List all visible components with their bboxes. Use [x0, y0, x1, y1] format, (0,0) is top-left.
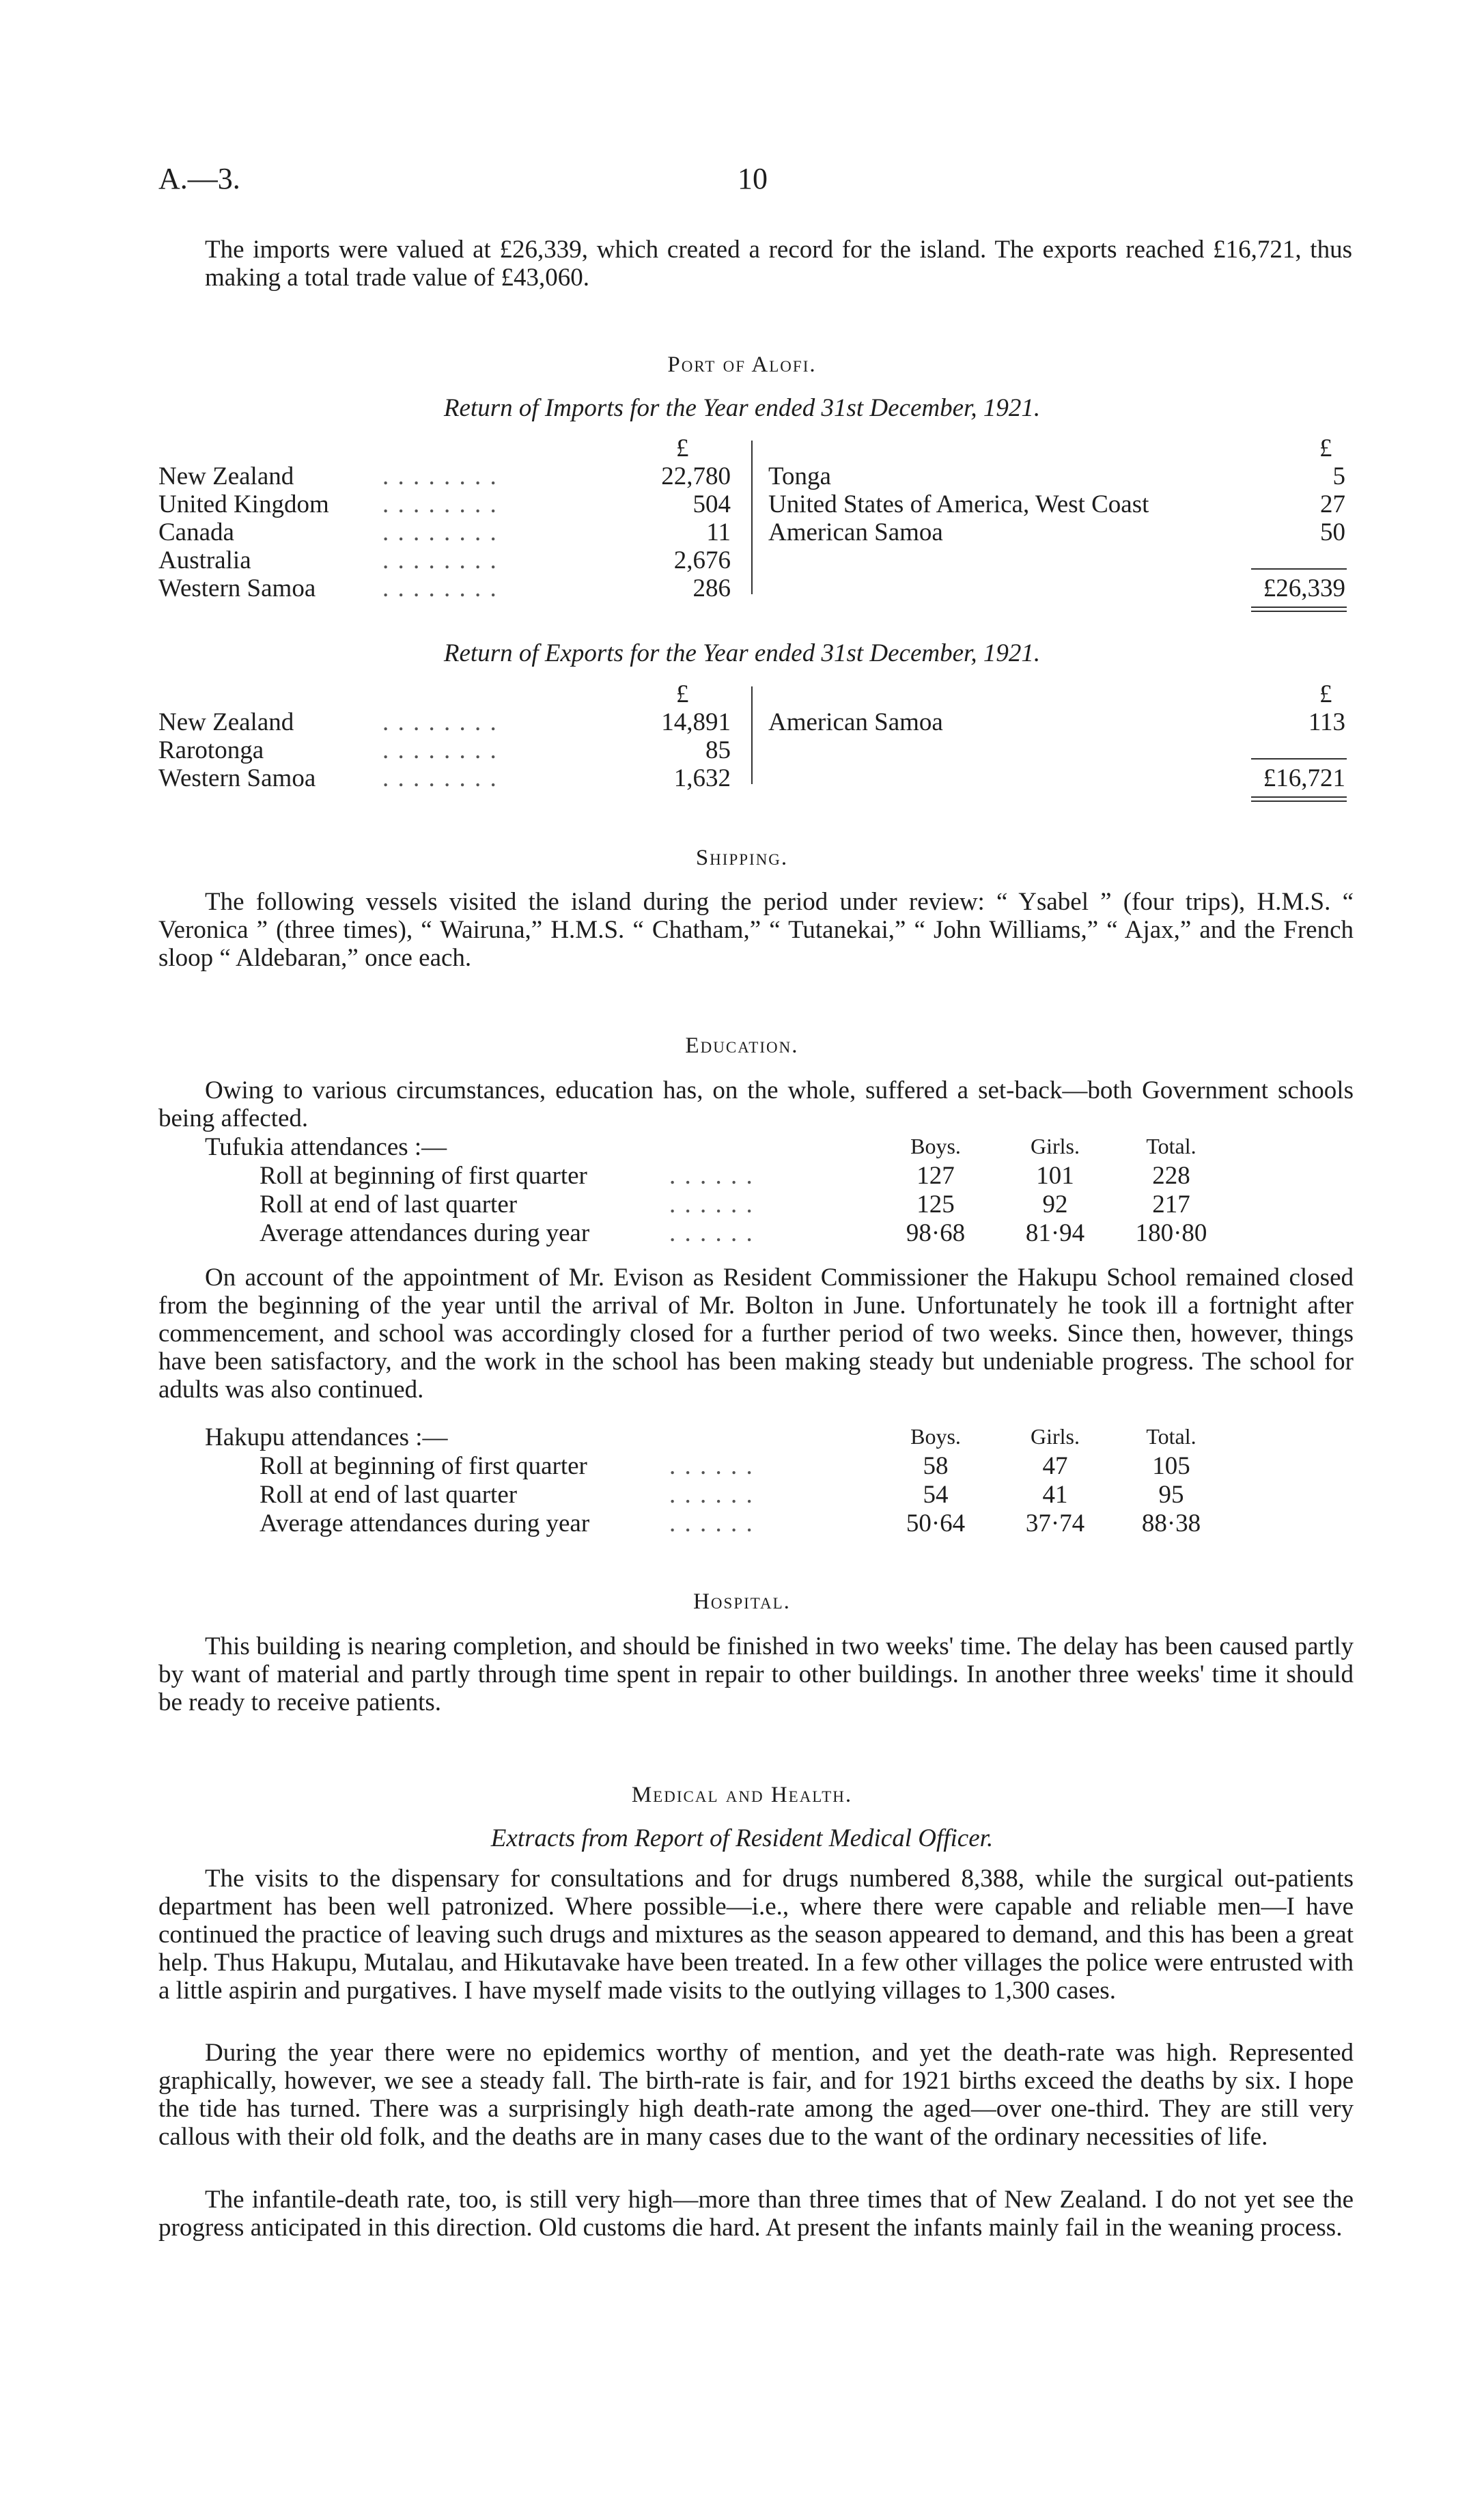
- column-header: Girls.: [1031, 1134, 1080, 1158]
- cell-total: 217: [1152, 1190, 1190, 1218]
- column-header: Boys.: [910, 1134, 961, 1158]
- port-heading: Port of Alofi.: [667, 352, 817, 377]
- currency-left: £: [676, 680, 689, 708]
- trade-value: 504: [692, 490, 731, 518]
- trade-total: £26,339: [1263, 574, 1345, 602]
- cell-girls: 37·74: [1025, 1509, 1085, 1537]
- table-label: Tufukia attendances :—: [205, 1133, 447, 1161]
- cell-total: 95: [1158, 1481, 1184, 1509]
- trade-country: New Zealand: [158, 708, 294, 736]
- trade-country: Canada: [158, 518, 234, 546]
- column-divider: [751, 686, 753, 784]
- education-heading: Education.: [685, 1033, 799, 1058]
- trade-value: 50: [1320, 518, 1345, 546]
- education-paragraph-2: On account of the appointment of Mr. Evison as Resident Commissioner the Hakupu School remained closed from the beginning of the year until the arrival of Mr. Bolton in June. Unfortunately he took ill a fortnight after commencement, and school was accordingly closed for a further period of two weeks. Since then, however, things have been satisfactory, and the work in the school has been making steady but undeniable progress. The school for adults was also continued.: [158, 1264, 1354, 1404]
- cell-boys: 58: [923, 1452, 949, 1480]
- shipping-paragraph: The following vessels visited the island during the period under review: “ Ysabel ” (four trips), H.M.S. “ Veronica ” (three times), “ Wairuna,” H.M.S. “ Chatham,” “ Tutanekai,” “ John Williams,” “ Ajax,” and the French sloop “ Aldebaran,” once each.: [158, 888, 1354, 972]
- currency-right: £: [1319, 680, 1332, 708]
- leader-dots: . . . . . . . .: [382, 462, 498, 490]
- row-label: Roll at end of last quarter: [260, 1190, 518, 1218]
- total-rule: [1251, 758, 1347, 760]
- shipping-heading: Shipping.: [695, 846, 789, 870]
- trade-country: New Zealand: [158, 462, 294, 490]
- column-header: Total.: [1146, 1134, 1196, 1158]
- trade-country: Western Samoa: [158, 574, 316, 602]
- medical-subheading: Extracts from Report of Resident Medical Officer.: [490, 1824, 994, 1852]
- trade-country: United Kingdom: [158, 490, 329, 518]
- trade-value: 286: [692, 574, 731, 602]
- column-divider: [751, 441, 753, 594]
- trade-value: 113: [1308, 708, 1345, 736]
- education-paragraph-1: Owing to various circumstances, education has, on the whole, suffered a set-back—both Government schools being affected.: [158, 1076, 1354, 1132]
- cell-total: 88·38: [1141, 1509, 1201, 1537]
- leader-dots: . . . . . .: [669, 1190, 754, 1218]
- trade-country: Tonga: [768, 462, 831, 490]
- trade-value: 5: [1332, 462, 1345, 490]
- cell-boys: 127: [916, 1162, 955, 1190]
- leader-dots: . . . . . . . .: [382, 708, 498, 736]
- cell-boys: 98·68: [906, 1219, 966, 1247]
- leader-dots: . . . . . .: [669, 1452, 754, 1480]
- column-header: Girls.: [1031, 1424, 1080, 1449]
- trade-value: 85: [705, 736, 731, 764]
- trade-country: Rarotonga: [158, 736, 264, 764]
- trade-value: 1,632: [673, 764, 731, 792]
- leader-dots: . . . . . .: [669, 1162, 754, 1190]
- table-label: Hakupu attendances :—: [205, 1423, 448, 1451]
- trade-value: 2,676: [673, 546, 731, 574]
- row-label: Average attendances during year: [260, 1509, 590, 1537]
- section-reference: A.—3.: [158, 162, 240, 195]
- total-double-rule: [1251, 800, 1347, 802]
- trade-value: 11: [706, 518, 731, 546]
- leader-dots: . . . . . . . .: [382, 490, 498, 518]
- leader-dots: . . . . . . . .: [382, 736, 498, 764]
- cell-girls: 41: [1042, 1481, 1068, 1509]
- cell-girls: 101: [1036, 1162, 1074, 1190]
- intro-paragraph: The imports were valued at £26,339, which created a record for the island. The exports reached £16,721, thus making a total trade value of £43,060.: [205, 236, 1352, 292]
- hospital-heading: Hospital.: [693, 1589, 791, 1614]
- row-label: Roll at beginning of first quarter: [260, 1452, 587, 1480]
- cell-total: 228: [1152, 1162, 1190, 1190]
- leader-dots: . . . . . .: [669, 1219, 754, 1247]
- trade-country: American Samoa: [768, 708, 943, 736]
- leader-dots: . . . . . . . .: [382, 764, 498, 792]
- leader-dots: . . . . . . . .: [382, 546, 498, 574]
- trade-country: United States of America, West Coast: [768, 490, 1149, 518]
- row-label: Average attendances during year: [260, 1219, 590, 1247]
- hospital-paragraph: This building is nearing completion, and should be finished in two weeks' time. The delay has been caused partly by want of material and partly through time spent in repair to other buildings. In another three weeks' time it should be ready to receive patients.: [158, 1632, 1354, 1716]
- column-header: Boys.: [910, 1424, 961, 1449]
- total-double-rule: [1251, 607, 1347, 608]
- exports-title: Return of Exports for the Year ended 31st December, 1921.: [443, 639, 1041, 667]
- trade-value: 14,891: [661, 708, 731, 736]
- trade-country: American Samoa: [768, 518, 943, 546]
- cell-boys: 54: [923, 1481, 949, 1509]
- currency-left: £: [676, 434, 689, 462]
- total-double-rule: [1251, 796, 1347, 798]
- medical-paragraph-1: The visits to the dispensary for consultations and for drugs numbered 8,388, while the surgical out-patients department has been well patronized. Where possible—i.e., where there were capable and reliable men—I have continued the practice of leaving such drugs and mixtures as the season appeared to demand, and this has been a great help. Thus Hakupu, Mutalau, and Hikutavake have been treated. In a few other villages the police were entrusted with a little aspirin and purgatives. I have myself made visits to the outlying villages to 1,300 cases.: [158, 1865, 1354, 2005]
- page-number: 10: [738, 162, 768, 195]
- row-label: Roll at beginning of first quarter: [260, 1162, 587, 1190]
- column-header: Total.: [1146, 1424, 1196, 1449]
- medical-heading: Medical and Health.: [631, 1783, 853, 1807]
- trade-value: 27: [1320, 490, 1345, 518]
- trade-country: Australia: [158, 546, 251, 574]
- cell-girls: 81·94: [1025, 1219, 1085, 1247]
- cell-girls: 47: [1042, 1452, 1068, 1480]
- total-double-rule: [1251, 611, 1347, 612]
- cell-boys: 50·64: [906, 1509, 966, 1537]
- total-rule: [1251, 568, 1347, 570]
- cell-total: 180·80: [1135, 1219, 1207, 1247]
- medical-paragraph-2: During the year there were no epidemics worthy of mention, and yet the death-rate was high. Represented graphically, however, we see a steady fall. The birth-rate is fair, and for 1921 births exceed the deaths by six. I hope the tide has turned. There was a surprisingly high death-rate among the aged—over one-third. They are still very callous with their old folk, and the deaths are in many cases due to the want of the ordinary necessities of life.: [158, 2039, 1354, 2151]
- trade-total: £16,721: [1263, 764, 1345, 792]
- leader-dots: . . . . . . . .: [382, 518, 498, 546]
- leader-dots: . . . . . .: [669, 1509, 754, 1537]
- currency-right: £: [1319, 434, 1332, 462]
- imports-title: Return of Imports for the Year ended 31st December, 1921.: [443, 394, 1041, 422]
- cell-boys: 125: [916, 1190, 955, 1218]
- leader-dots: . . . . . .: [669, 1481, 754, 1509]
- cell-total: 105: [1152, 1452, 1190, 1480]
- cell-girls: 92: [1042, 1190, 1068, 1218]
- leader-dots: . . . . . . . .: [382, 574, 498, 602]
- medical-paragraph-3: The infantile-death rate, too, is still very high—more than three times that of New Zealand. I do not yet see the progress anticipated in this direction. Old customs die hard. At present the infants mainly fail in the weaning process.: [158, 2186, 1354, 2242]
- row-label: Roll at end of last quarter: [260, 1481, 518, 1509]
- trade-value: 22,780: [661, 462, 731, 490]
- trade-country: Western Samoa: [158, 764, 316, 792]
